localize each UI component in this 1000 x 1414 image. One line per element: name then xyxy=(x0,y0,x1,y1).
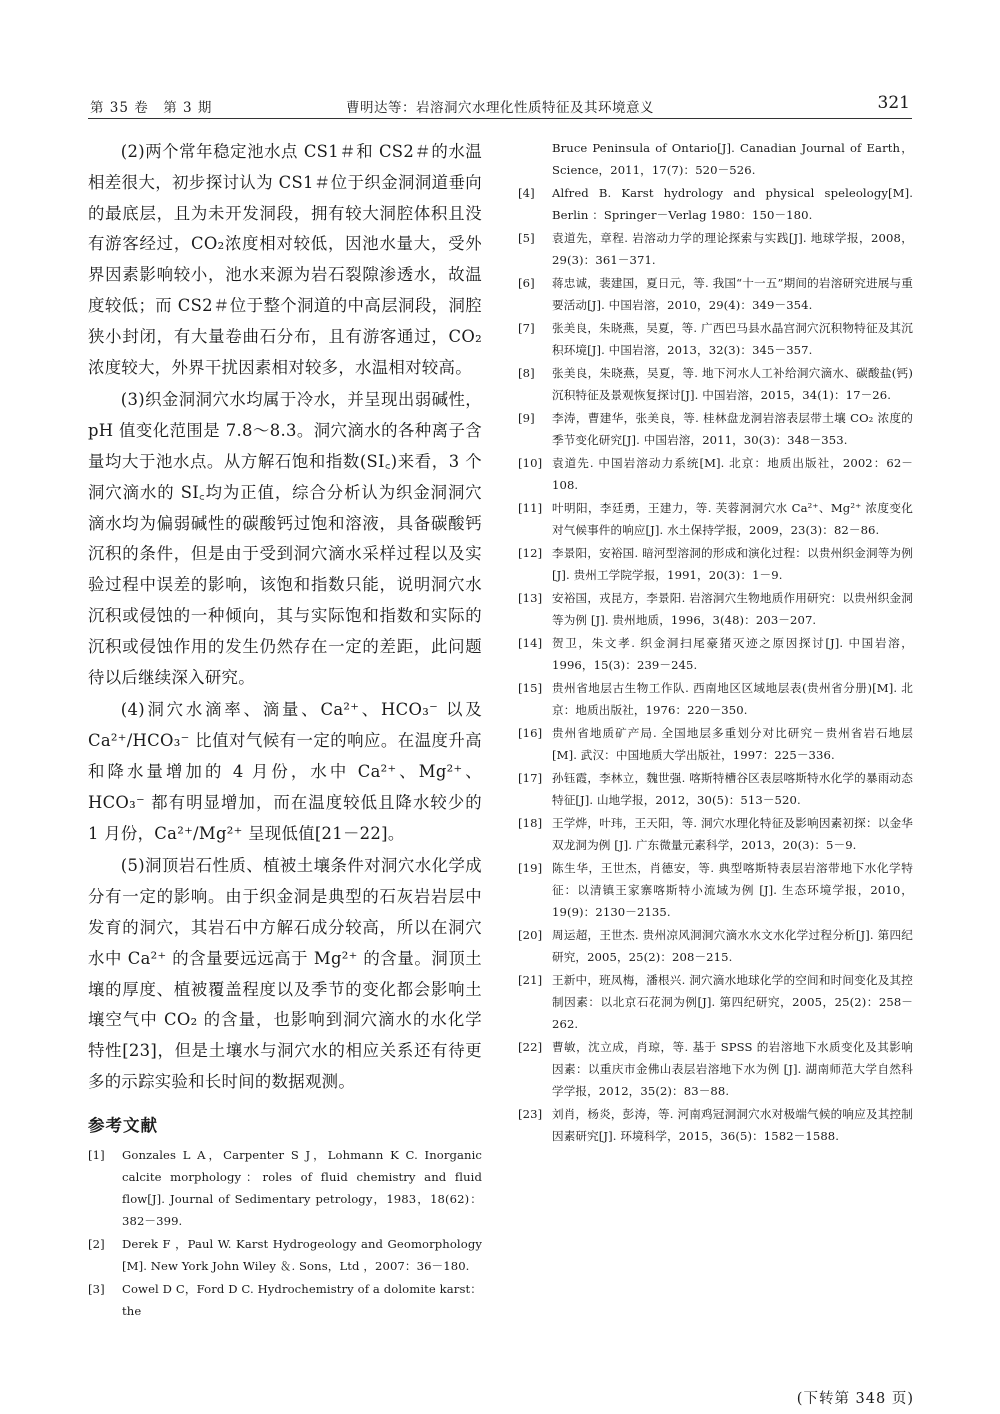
reference-item xyxy=(518,632,913,676)
reference-text: Bruce Peninsula of Ontario[J]. Canadian Journal of Earth，Science，2011，17(7)：520－526. xyxy=(552,141,913,177)
reference-number: [3] xyxy=(88,1281,105,1296)
reference-number: [15] xyxy=(518,681,543,695)
reference-item xyxy=(518,497,913,541)
reference-number: [9] xyxy=(518,411,535,425)
reference-number: [7] xyxy=(518,321,535,335)
reference-text: Cowel D C，Ford D C. Hydrochemistry of a dolomite karst：the xyxy=(122,1281,482,1318)
reference-item xyxy=(518,812,913,856)
reference-item xyxy=(518,767,913,811)
reference-text: 王新中，班凤梅，潘根兴. 洞穴滴水地球化学的空间和时间变化及其控制因素：以北京石花洞为例[J]. 第四纪研究，2005，25(2)：258－262. xyxy=(552,973,913,1031)
reference-item xyxy=(518,1036,913,1102)
left-column xyxy=(88,137,482,1323)
reference-item xyxy=(518,542,913,586)
reference-item xyxy=(518,1103,913,1147)
reference-text: 袁道先. 中国岩溶动力系统[M]. 北京：地质出版社，2002：62－108. xyxy=(552,456,913,492)
page-number: 321 xyxy=(877,93,910,113)
reference-number: [16] xyxy=(518,726,543,740)
reference-number: [14] xyxy=(518,636,543,650)
reference-text: Derek F ，Paul W. Karst Hydrogeology and Geomorphology [M]. New York John Wiley ＆. Sons，Ltd ，2007：36－180. xyxy=(122,1236,482,1273)
running-header xyxy=(88,93,912,119)
reference-item xyxy=(88,1144,482,1232)
reference-item xyxy=(88,1278,482,1322)
reference-text: 张美良，朱晓燕，吴夏，等. 广西巴马县水晶宫洞穴沉积物特征及其沉积环境[J]. 中国岩溶，2013，32(3)：345－357. xyxy=(552,321,913,357)
reference-number: [18] xyxy=(518,816,543,830)
reference-item xyxy=(518,407,913,451)
reference-text: 王学烨，叶玮，王天阳，等. 洞穴水理化特征及影响因素初探：以金华双龙洞为例 [J]. 广东微量元素科学，2013，20(3)：5－9. xyxy=(552,816,913,852)
paragraph-conclusion-4: (4)洞穴水滴率、滴量、Ca²⁺、HCO₃⁻ 以及 Ca²⁺/HCO₃⁻ 比值对气候有一定的响应。在温度升高和降水量增加的 4 月份，水中 Ca²⁺、Mg²⁺、HCO₃⁻ 都有明显增加，而在温度较低且降水较少的 1 月份，Ca²⁺/Mg²⁺ 呈现低值[21－22]。 xyxy=(88,700,482,843)
reference-list-left xyxy=(88,1144,482,1322)
reference-number: [2] xyxy=(88,1236,105,1251)
reference-list-right xyxy=(518,182,913,1147)
continued-note: (下转第 348 页) xyxy=(796,1391,914,1407)
reference-number: [22] xyxy=(518,1040,543,1054)
reference-text: 张美良，朱晓燕，吴夏，等. 地下河水人工补给洞穴滴水、碳酸盐(钙)沉积特征及景观恢复探讨[J]. 中国岩溶，2015，34(1)：17－26. xyxy=(552,366,913,402)
reference-number: [13] xyxy=(518,591,543,605)
reference-text: 周运超，王世杰. 贵州凉风洞洞穴滴水水文水化学过程分析[J]. 第四纪研究，2005，25(2)：208－215. xyxy=(552,928,913,964)
reference-number: [10] xyxy=(518,456,543,470)
reference-number: [4] xyxy=(518,186,535,200)
right-column xyxy=(518,137,913,1148)
reference-text: 孙钰霞，李林立，魏世强. 喀斯特槽谷区表层喀斯特水化学的暴雨动态特征[J]. 山地学报，2012，30(5)：513－520. xyxy=(552,771,913,807)
references-heading: 参考文献 xyxy=(88,1115,158,1135)
reference-item xyxy=(518,182,913,226)
paragraph-conclusion-5: (5)洞顶岩石性质、植被土壤条件对洞穴水化学成分有一定的影响。由于织金洞是典型的石灰岩岩层中发育的洞穴，其岩石中方解石成分较高，所以在洞穴水中 Ca²⁺ 的含量要远远高于 Mg²⁺ 的含量。洞顶土壤的厚度、植被覆盖程度以及季节的变化都会影响土壤空气中 CO₂ 的含量，也影响到洞穴滴水的水化学特性[23]，但是土壤水与洞穴水的相应关系还有待更多的示踪实验和长时间的数据观测。 xyxy=(88,856,482,1091)
reference-number: [23] xyxy=(518,1107,543,1121)
reference-item xyxy=(518,857,913,923)
reference-text: 叶明阳，李廷勇，王建力，等. 芙蓉洞洞穴水 Ca²⁺、Mg²⁺ 浓度变化对气候事件的响应[J]. 水土保持学报，2009，23(3)：82－86. xyxy=(552,501,913,537)
reference-number: [12] xyxy=(518,546,543,560)
reference-item xyxy=(518,452,913,496)
reference-text: 贺卫，朱文孝. 织金洞扫尾豪猪灭迹之原因探讨[J]. 中国岩溶，1996，15(3)：239－245. xyxy=(552,636,913,672)
reference-number: [20] xyxy=(518,928,543,942)
reference-number: [1] xyxy=(88,1147,105,1162)
reference-text: 贵州省地层古生物工作队. 西南地区区域地层表(贵州省分册)[M]. 北京：地质出版社，1976：220－350. xyxy=(552,681,913,717)
reference-item xyxy=(518,722,913,766)
reference-item xyxy=(518,227,913,271)
reference-number: [17] xyxy=(518,771,543,785)
reference-text: 安裕国，戎昆方，李景阳. 岩溶洞穴生物地质作用研究：以贵州织金洞等为例 [J]. 贵州地质，1996，3(48)：203－207. xyxy=(552,591,913,627)
reference-item xyxy=(518,677,913,721)
reference-continuation xyxy=(518,137,913,181)
reference-item xyxy=(518,969,913,1035)
reference-text: 贵州省地质矿产局. 全国地层多重划分对比研究－贵州省岩石地层 [M]. 武汉：中国地质大学出版社，1997：225－336. xyxy=(552,726,913,762)
reference-text: Alfred B. Karst hydrology and physical speleology[M]. Berlin ：Springer－Verlag 1980：150－180. xyxy=(552,186,913,222)
reference-number: [8] xyxy=(518,366,535,380)
reference-text: 刘肖，杨炎，彭涛，等. 河南鸡冠洞洞穴水对极端气候的响应及其控制因素研究[J]. 环境科学，2015，36(5)：1582－1588. xyxy=(552,1107,913,1143)
reference-text: 曹敏，沈立成，肖琼，等. 基于 SPSS 的岩溶地下水质变化及其影响因素：以重庆市金佛山表层岩溶地下水为例 [J]. 湖南师范大学自然科学学报，2012，35(2)：83－88. xyxy=(552,1040,913,1098)
reference-item xyxy=(518,362,913,406)
reference-text: 李涛，曹建华，张美良，等. 桂林盘龙洞岩溶表层带土壤 CO₂ 浓度的季节变化研究[J]. 中国岩溶，2011，30(3)：348－353. xyxy=(552,411,913,447)
reference-text: Gonzales L A，Carpenter S J，Lohmann K C. Inorganic calcite morphology：roles of fluid chemistry and fluid flow[J]. Journal of Sedimentary petrology，1983，18(62)：382－399. xyxy=(122,1147,482,1228)
reference-item xyxy=(518,587,913,631)
reference-item xyxy=(88,1233,482,1277)
reference-text: 袁道先，章程. 岩溶动力学的理论探索与实践[J]. 地球学报，2008，29(3)：361－371. xyxy=(552,231,913,267)
reference-text: 蒋忠诚，裴建国，夏日元，等. 我国“十一五”期间的岩溶研究进展与重要活动[J]. 中国岩溶，2010，29(4)：349－354. xyxy=(552,276,913,312)
paragraph-conclusion-2: (2)两个常年稳定池水点 CS1＃和 CS2＃的水温相差很大，初步探讨认为 CS1＃位于织金洞洞道垂向的最底层，且为未开发洞段，拥有较大洞腔体积且没有游客经过，CO₂浓度相对较低，因池水量大，受外界因素影响较小，池水来源为岩石裂隙渗透水，故温度较低；而 CS2＃位于整个洞道的中高层洞段，洞腔狭小封闭，有大量卷曲石分布，且有游客通过，CO₂浓度较大，外界干扰因素相对较多，水温相对较高。 xyxy=(88,142,482,377)
reference-text: 李景阳，安裕国. 暗河型溶洞的形成和演化过程：以贵州织金洞等为例 [J]. 贵州工学院学报，1991，20(3)：1－9. xyxy=(552,546,913,582)
paragraph-conclusion-3: (3)织金洞洞穴水均属于冷水，并呈现出弱碱性，pH 值变化范围是 7.8～8.3。洞穴滴水的各种离子含量均大于池水点。从方解石饱和指数(SI꜀)来看，3 个洞穴滴水的 SI꜀均为正值，综合分析认为织金洞洞穴滴水均为偏弱碱性的碳酸钙过饱和溶液，具备碳酸钙沉积的条件，但是由于受到洞穴滴水采样过程以及实验过程中误差的影响，该饱和指数只能，说明洞穴水沉积或侵蚀的一种倾向，其与实际饱和指数和实际的沉积或侵蚀作用的发生仍然存在一定的差距，此问题待以后继续深入研究。 xyxy=(88,390,482,687)
reference-item xyxy=(518,924,913,968)
reference-number: [11] xyxy=(518,501,543,515)
reference-text: 陈生华，王世杰，肖德安，等. 典型喀斯特表层岩溶带地下水化学特征：以清镇王家寨喀斯特小流域为例 [J]. 生态环境学报，2010，19(9)：2130－2135. xyxy=(552,861,913,919)
reference-item xyxy=(518,272,913,316)
reference-item xyxy=(518,317,913,361)
issue-label: 第 35 卷 第 3 期 xyxy=(90,100,213,116)
reference-number: [6] xyxy=(518,276,535,290)
running-title: 曹明达等：岩溶洞穴水理化性质特征及其环境意义 xyxy=(346,100,654,116)
reference-number: [5] xyxy=(518,231,535,245)
reference-number: [19] xyxy=(518,861,543,875)
reference-number: [21] xyxy=(518,973,543,987)
